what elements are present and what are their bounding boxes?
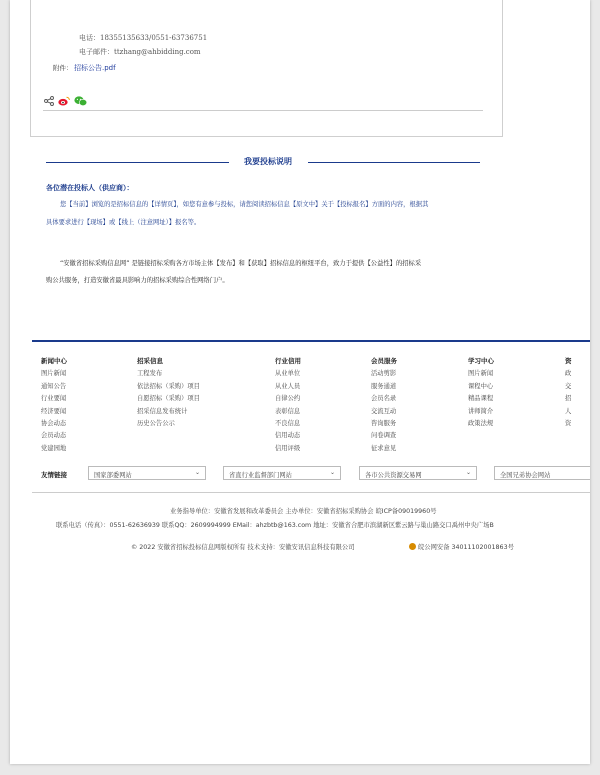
- footer-link[interactable]: 经济要闻: [41, 407, 67, 415]
- footer-link[interactable]: 图片新闻: [41, 370, 67, 378]
- footer-link[interactable]: 讲师简介: [468, 407, 494, 415]
- footer-link[interactable]: 工程发布: [137, 370, 163, 378]
- footer-link[interactable]: 人: [565, 407, 572, 415]
- footer-link[interactable]: 政: [565, 370, 572, 378]
- footer-link[interactable]: 资: [565, 419, 572, 427]
- footer-link[interactable]: 党建园地: [41, 444, 67, 452]
- friend-links-label: 友情链接: [41, 471, 67, 479]
- attachment-link[interactable]: 招标公告.pdf: [74, 64, 116, 72]
- footer-link[interactable]: 从业单位: [275, 370, 301, 378]
- footer-col-heading[interactable]: 招采信息: [137, 357, 163, 365]
- footer-link[interactable]: 问卷调查: [371, 432, 397, 440]
- footer-col-learning: [468, 356, 494, 430]
- footer-link[interactable]: 自愿招标（采购）项目: [137, 395, 200, 403]
- select-value: 省直行业监督部门网站: [229, 472, 292, 479]
- footer-col-heading[interactable]: 会员服务: [371, 357, 397, 365]
- contact-phone: 电话：18355135633/0551-63736751: [79, 34, 208, 42]
- footer-link[interactable]: 精品课程: [468, 395, 494, 403]
- footer-link[interactable]: 交流互动: [371, 407, 397, 415]
- detail-card: [30, 0, 503, 137]
- footer-link[interactable]: 通知公告: [41, 382, 67, 390]
- chevron-down-icon: ⌄: [194, 469, 200, 476]
- bid-notice-title: 我要投标说明: [244, 157, 292, 166]
- footer-col-member: [371, 356, 397, 455]
- footer-col-heading[interactable]: 新闻中心: [41, 357, 67, 365]
- footer-link[interactable]: 活动剪影: [371, 370, 397, 378]
- notice-para2-line2: 购公共服务，打造安徽省最具影响力的招标采购综合性网络门户。: [46, 277, 229, 284]
- weibo-icon[interactable]: [58, 91, 70, 110]
- footer-link[interactable]: 课程中心: [468, 382, 494, 390]
- footer-divider: [32, 492, 590, 493]
- card-divider: [43, 110, 483, 111]
- select-value: 国家部委网站: [94, 472, 132, 479]
- footer-link[interactable]: 征求意见: [371, 444, 397, 452]
- footer-copyright: © 2022 安徽省招标投标信息网版权所有 技术支持：安徽安讯信息科技有限公司: [131, 544, 355, 551]
- footer-link[interactable]: 依法招标（采购）项目: [137, 382, 200, 390]
- notice-para1-line1: 您【当前】浏览的是招标信息的【详情页】，如您有意参与投标，请您阅读招标信息【原文中】关于【投标报名】方面的内容，根据其: [60, 201, 429, 208]
- footer-col-resources: [565, 356, 572, 430]
- title-line-left: [46, 162, 229, 163]
- footer-col-news: [41, 356, 67, 455]
- footer-link[interactable]: 信用评级: [275, 444, 301, 452]
- police-record-text: 皖公网安备 34011102001863号: [418, 544, 514, 551]
- select-ministry-sites[interactable]: [88, 466, 206, 480]
- chevron-down-icon: ⌄: [465, 469, 471, 476]
- select-city-exchange-sites[interactable]: [359, 466, 477, 480]
- footer-link[interactable]: 会员动态: [41, 432, 67, 440]
- footer-police-record[interactable]: [409, 542, 514, 551]
- footer-link[interactable]: 咨询服务: [371, 419, 397, 427]
- footer-contact-line: 联系电话（传真）：0551-62636939 联系QQ：2609994999 EMail：ahzbtb@163.com 地址：安徽省合肥市滨湖新区紫云路与巢山路交口禹州中央广场B: [56, 522, 494, 529]
- footer-sponsor-line: 业务指导单位：安徽省发展和改革委员会 主办单位：安徽省招标采购协会 皖ICP备09019960号: [170, 508, 437, 515]
- footer-link[interactable]: 图片新闻: [468, 370, 494, 378]
- attachment-label: 附件：: [53, 64, 73, 72]
- notice-para1-line2: 具体要求进行【现场】或【线上（注意网址）】报名等。: [46, 219, 201, 226]
- footer-link[interactable]: 行业要闻: [41, 395, 67, 403]
- notice-para2-line1: “安徽省招标采购信息网” 是链接招标采购各方市场主体【发布】和【获取】招标信息的枢纽平台，致力于提供【公益性】的招标采: [60, 260, 422, 267]
- footer-link[interactable]: 交: [565, 382, 572, 390]
- footer-link[interactable]: 招采信息发布统计: [137, 407, 188, 415]
- footer-col-heading[interactable]: 行业信用: [275, 357, 301, 365]
- footer-link[interactable]: 服务通道: [371, 382, 397, 390]
- select-provincial-sites[interactable]: [223, 466, 341, 480]
- footer-link[interactable]: 表彰信息: [275, 407, 301, 415]
- footer-link[interactable]: 历史公告公示: [137, 419, 175, 427]
- salutation: 各位潜在投标人（供应商）：: [46, 184, 134, 192]
- footer-col-bidding: [137, 356, 200, 430]
- footer-link[interactable]: 从业人员: [275, 382, 301, 390]
- footer-link[interactable]: 政策法规: [468, 419, 494, 427]
- footer-col-credit: [275, 356, 301, 455]
- footer-link[interactable]: 不良信息: [275, 419, 301, 427]
- footer-link[interactable]: 自律公约: [275, 395, 301, 403]
- police-badge-icon: [409, 543, 416, 550]
- select-value: 全国兄弟协会网站: [500, 472, 551, 479]
- page: [10, 0, 590, 764]
- footer-link[interactable]: 信用动态: [275, 432, 301, 440]
- footer-col-heading[interactable]: 学习中心: [468, 357, 494, 365]
- footer-top-bar: [32, 340, 590, 342]
- footer-link[interactable]: 招: [565, 395, 572, 403]
- wechat-icon[interactable]: [74, 91, 87, 110]
- contact-email: 电子邮件：ttzhang@ahbidding.com: [79, 48, 201, 56]
- select-association-sites[interactable]: [494, 466, 590, 480]
- share-icon[interactable]: [44, 91, 54, 110]
- share-bar: [44, 95, 87, 105]
- bid-notice-header: [46, 156, 480, 168]
- footer-link[interactable]: 协会动态: [41, 419, 67, 427]
- select-value: 各市公共资源交易网: [365, 472, 422, 479]
- footer-col-heading[interactable]: 资: [565, 357, 572, 365]
- chevron-down-icon: ⌄: [329, 469, 335, 476]
- footer-link[interactable]: 会员名录: [371, 395, 397, 403]
- title-line-right: [308, 162, 480, 163]
